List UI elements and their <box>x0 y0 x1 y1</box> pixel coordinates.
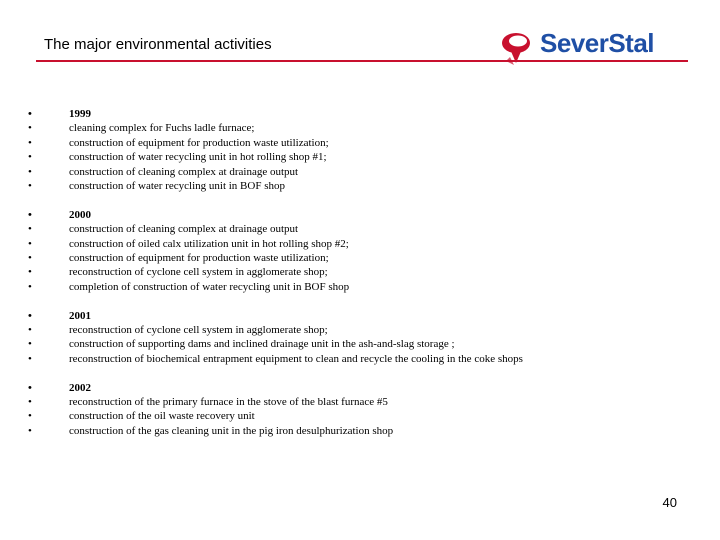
activity-item: • construction of oiled calx utilization unit in hot rolling shop #2; <box>28 237 688 251</box>
activities-list <box>28 107 688 453</box>
activity-item: • construction of water recycling unit in hot rolling shop #1; <box>28 150 688 164</box>
activity-item: • completion of construction of water recycling unit in BOF shop <box>28 280 688 294</box>
severstal-logo <box>500 27 688 67</box>
activity-group-2000 <box>28 208 688 294</box>
activity-group-2002 <box>28 381 688 439</box>
year-heading: • 2002 <box>28 381 688 395</box>
severstal-logo-icon <box>500 27 544 67</box>
activity-item: • reconstruction of the primary furnace in the stove of the blast furnace #5 <box>28 395 688 409</box>
activity-group-1999 <box>28 107 688 193</box>
activity-item: • construction of supporting dams and inclined drainage unit in the ash-and-slag storage ; <box>28 337 688 351</box>
activity-item: • construction of cleaning complex at drainage output <box>28 222 688 236</box>
activity-item: • reconstruction of cyclone cell system in agglomerate shop; <box>28 323 688 337</box>
activity-item: • construction of equipment for production waste utilization; <box>28 251 688 265</box>
activity-item: • construction of the oil waste recovery unit <box>28 409 688 423</box>
activity-item: • construction of cleaning complex at drainage output <box>28 165 688 179</box>
activity-item: • construction of the gas cleaning unit in the pig iron desulphurization shop <box>28 424 688 438</box>
year-heading: • 1999 <box>28 107 688 121</box>
year-heading: • 2001 <box>28 309 688 323</box>
activity-item: • cleaning complex for Fuchs ladle furnace; <box>28 121 688 135</box>
activity-item: • construction of water recycling unit in BOF shop <box>28 179 688 193</box>
logo-wordmark: SeverStal <box>540 28 655 58</box>
activity-group-2001 <box>28 309 688 367</box>
activity-item: • reconstruction of cyclone cell system in agglomerate shop; <box>28 265 688 279</box>
year-heading: • 2000 <box>28 208 688 222</box>
slide-title: The major environmental activities <box>44 36 272 53</box>
activity-item: • construction of equipment for production waste utilization; <box>28 136 688 150</box>
page-number: 40 <box>662 495 677 510</box>
activity-item: • reconstruction of biochemical entrapment equipment to clean and recycle the cooling in the coke shops <box>28 352 688 366</box>
